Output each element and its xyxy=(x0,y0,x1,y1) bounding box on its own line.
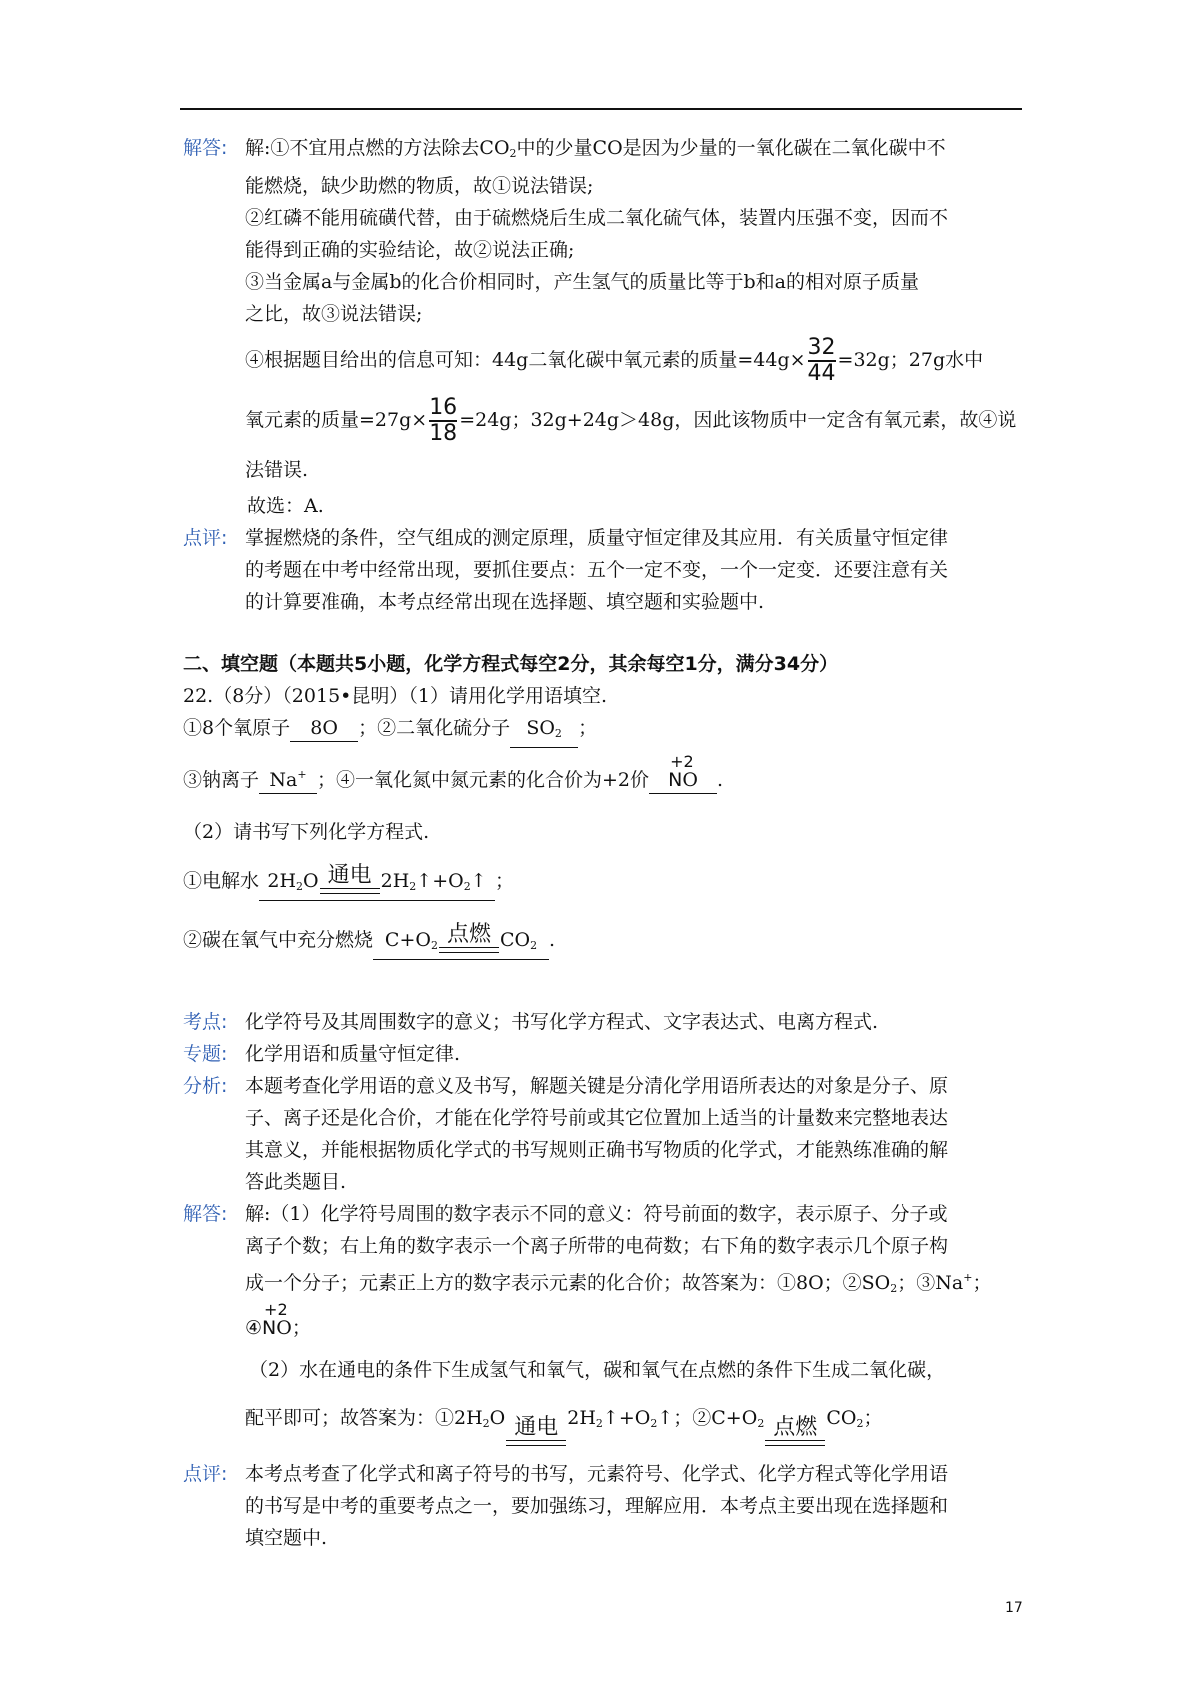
page-number: 17 xyxy=(1005,1600,1023,1616)
equation-row: ②碳在氧气中充分燃烧 $C+O_2$ 点燃 $CO_2$ . xyxy=(183,910,1028,970)
answer-line: 能得到正确的实验结论，故②说法正确; xyxy=(245,239,575,261)
answer-label: 解答: xyxy=(183,137,228,159)
review-line: 填空题中. xyxy=(245,1527,328,1549)
answer-block-1 xyxy=(183,132,1028,618)
reaction-arrow: 点燃 xyxy=(765,1416,825,1452)
section-fill-blank xyxy=(183,648,1028,970)
review-line: 本考点考查了化学式和离子符号的书写，元素符号、化学式、化学方程式等化学用语 xyxy=(245,1463,949,1485)
kaodian-text: 化学符号及其周围数字的意义；书写化学方程式、文字表达式、电离方程式. xyxy=(245,1011,879,1033)
header-rule xyxy=(180,108,1022,110)
answer-blank: Na+ xyxy=(259,762,317,794)
review-label: 点评: xyxy=(183,527,228,549)
answer-label: 解答: xyxy=(183,1203,228,1225)
answer-blank: +2 NO xyxy=(649,757,717,794)
answer-line: 之比，故③说法错误; xyxy=(245,303,423,325)
section-heading: 二、填空题（本题共5小题，化学方程式每空2分，其余每空1分，满分34分） xyxy=(183,653,839,675)
reaction-arrow: 点燃 xyxy=(439,923,499,959)
answer-line: 成一个分子；元素正上方的数字表示元素的化合价；故答案为：①8O；$②SO_2$；③Na+； xyxy=(245,1271,992,1295)
answer-line: ③当金属a与金属b的化合价相同时，产生氢气的质量比等于b和a的相对原子质量 xyxy=(245,271,919,293)
answer-line: ④根据题目给出的信息可知：44g二氧化碳中氧元素的质量=44g× $\frac{32}{44}$ =32g；27g水中 xyxy=(245,335,984,386)
answer-blank: $2H_2O$ 通电 $2H_2↑+O_2↑$ xyxy=(259,864,495,901)
valence-symbol: +2 N xyxy=(668,752,694,791)
reaction-arrow: 通电 xyxy=(506,1416,566,1452)
answer-line: 解:①不宜用点燃的方法除去$CO_2$中的少量CO是因为少量的一氧化碳在二氧化碳中不 xyxy=(245,137,946,160)
review-line: 的书写是中考的重要考点之一，要加强练习，理解应用．本考点主要出现在选择题和 xyxy=(245,1495,949,1517)
fenxi-line: 子、离子还是化合价，才能在化学符号前或其它位置加上适当的计量数来完整地表达 xyxy=(245,1107,949,1129)
valence-symbol: +2 N xyxy=(262,1300,288,1339)
question-22-stem: 22.（8分）（2015•昆明）（1）请用化学用语填空. xyxy=(183,685,607,707)
answer-line: 法错误. xyxy=(245,459,309,481)
question-row: ①8个氧原子 8O ；②二氧化硫分子 $SO_2$ ； xyxy=(183,712,1028,748)
fenxi-label: 分析: xyxy=(183,1075,228,1097)
equation-row: ①电解水 $2H_2O$ 通电 $2H_2↑+O_2↑$ ； xyxy=(183,852,1028,910)
answer-line: ④ +2 NO； xyxy=(245,1300,311,1339)
fenxi-line: 答此类题目. xyxy=(245,1171,347,1193)
reaction-arrow: 通电 xyxy=(320,864,380,900)
zhuanti-text: 化学用语和质量守恒定律. xyxy=(245,1043,461,1065)
answer-blank: $SO_2$ xyxy=(510,715,578,748)
review-line: 的计算要准确，本考点经常出现在选择题、填空题和实验题中. xyxy=(245,591,765,613)
review-label: 点评: xyxy=(183,1463,228,1485)
answer-blank: 8O xyxy=(290,715,358,742)
fraction: $\frac{32}{44}$ xyxy=(807,335,836,386)
answer-line: 配平即可；故答案为：$①2H_2O$ 通电 $2H_2↑+O_2↑$；$②C+O_2$ 点燃 $CO_2$； xyxy=(245,1390,1028,1452)
fenxi-line: 本题考查化学用语的意义及书写，解题关键是分清化学用语所表达的对象是分子、原 xyxy=(245,1075,949,1097)
question-row: ③钠离子 Na+ ；④一氧化氮中氮元素的化合价为+2价 +2 NO . xyxy=(183,748,1028,812)
review-line: 掌握燃烧的条件，空气组成的测定原理，质量守恒定律及其应用．有关质量守恒定律 xyxy=(245,527,949,549)
question-part-2: （2）请书写下列化学方程式. xyxy=(183,821,430,843)
kaodian-label: 考点: xyxy=(183,1011,228,1033)
fenxi-line: 其意义，并能根据物质化学式的书写规则正确书写物质的化学式，才能熟练准确的解 xyxy=(245,1139,949,1161)
answer-blank: $C+O_2$ 点燃 $CO_2$ xyxy=(373,923,549,960)
zhuanti-label: 专题: xyxy=(183,1043,228,1065)
review-line: 的考题在中考中经常出现，要抓住要点：五个一定不变，一个一定变．还要注意有关 xyxy=(245,559,949,581)
answer-line: 解:（1）化学符号周围的数字表示不同的意义：符号前面的数字，表示原子、分子或 xyxy=(245,1203,948,1225)
answer-line: （2）水在通电的条件下生成氢气和氧气，碳和氧气在点燃的条件下生成二氧化碳， xyxy=(249,1359,946,1381)
answer-line: 能燃烧，缺少助燃的物质，故①说法错误; xyxy=(245,175,594,197)
answer-line: 氧元素的质量=27g× $\frac{16}{18}$ =24g；32g+24g＞48g，因此该物质中一定含有氧元素，故④说 xyxy=(245,395,1017,446)
answer-conclusion: 故选：A. xyxy=(247,495,324,517)
answer-line: 离子个数；右上角的数字表示一个离子所带的电荷数；右下角的数字表示几个原子构 xyxy=(245,1235,949,1257)
fraction: $\frac{16}{18}$ xyxy=(429,395,458,446)
analysis-block xyxy=(183,1006,1028,1554)
answer-line: ②红磷不能用硫磺代替，由于硫燃烧后生成二氧化硫气体，装置内压强不变，因而不 xyxy=(245,207,949,229)
